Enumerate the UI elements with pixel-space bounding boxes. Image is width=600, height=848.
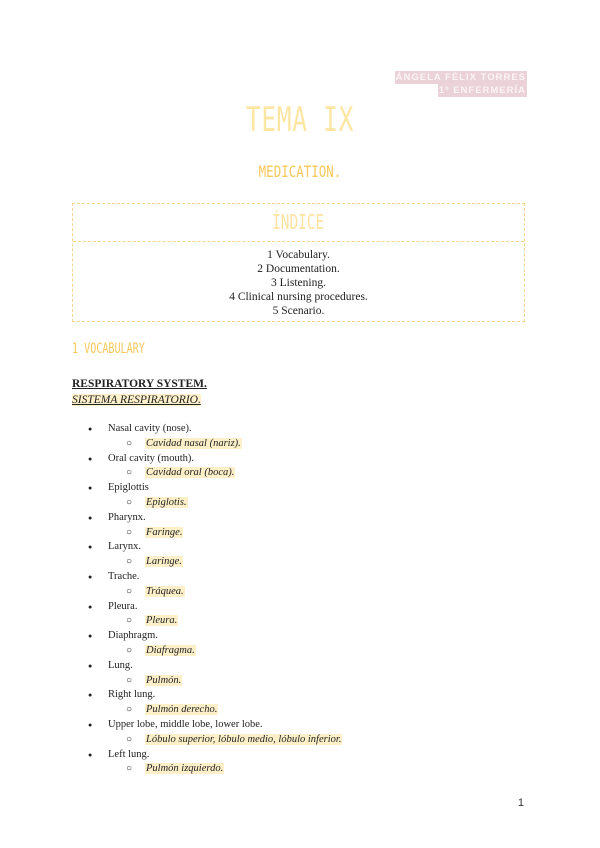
term-english: ● Epiglottis bbox=[88, 481, 342, 496]
index-box bbox=[72, 203, 525, 322]
term-spanish: ○ Pulmón. bbox=[88, 674, 342, 689]
page-number: 1 bbox=[517, 797, 524, 809]
term-english: ● Diaphragm. bbox=[88, 629, 342, 644]
term-english: ● Left lung. bbox=[88, 748, 342, 763]
term-english: ● Larynx. bbox=[88, 540, 342, 555]
topic-english: RESPIRATORY SYSTEM. bbox=[72, 378, 207, 390]
index-list bbox=[73, 242, 524, 318]
term-english: ● Oral cavity (mouth). bbox=[88, 452, 342, 467]
term-english: ● Lung. bbox=[88, 659, 342, 674]
list-item bbox=[88, 422, 342, 452]
term-spanish: ○ Lóbulo superior, lóbulo medio, lóbulo inferior. bbox=[88, 733, 342, 748]
author-block bbox=[395, 71, 527, 97]
index-item: 5 Scenario. bbox=[272, 305, 325, 317]
page-title: TEMA IX bbox=[245, 100, 355, 140]
term-spanish: ○ Tráquea. bbox=[88, 585, 342, 600]
term-spanish: ○ Cavidad oral (boca). bbox=[88, 466, 342, 481]
vocabulary-list bbox=[88, 422, 342, 777]
list-item bbox=[88, 629, 342, 659]
term-english: ● Right lung. bbox=[88, 688, 342, 703]
term-english: ● Pleura. bbox=[88, 600, 342, 615]
term-spanish: ○ Epiglotis. bbox=[88, 496, 342, 511]
list-item bbox=[88, 570, 342, 600]
index-heading: ÍNDICE bbox=[73, 204, 524, 242]
page-subtitle: MEDICATION. bbox=[258, 162, 342, 181]
term-spanish: ○ Pulmón izquierdo. bbox=[88, 762, 342, 777]
term-spanish: ○ Pulmón derecho. bbox=[88, 703, 342, 718]
term-spanish: ○ Faringe. bbox=[88, 526, 342, 541]
list-item bbox=[88, 452, 342, 482]
term-english: ● Trache. bbox=[88, 570, 342, 585]
list-item bbox=[88, 659, 342, 689]
list-item bbox=[88, 718, 342, 748]
term-english: ● Pharynx. bbox=[88, 511, 342, 526]
term-spanish: ○ Cavidad nasal (nariz). bbox=[88, 437, 342, 452]
index-item: 3 Listening. bbox=[271, 277, 326, 289]
term-spanish: ○ Diafragma. bbox=[88, 644, 342, 659]
author-course: 1º ENFERMERÍA bbox=[438, 85, 526, 96]
section-heading: 1 VOCABULARY bbox=[72, 341, 145, 357]
term-spanish: ○ Laringe. bbox=[88, 555, 342, 570]
topic-spanish: SISTEMA RESPIRATORIO. bbox=[72, 394, 201, 406]
index-item: 4 Clinical nursing procedures. bbox=[229, 291, 368, 303]
index-item: 2 Documentation. bbox=[257, 263, 340, 275]
term-spanish: ○ Pleura. bbox=[88, 614, 342, 629]
list-item bbox=[88, 688, 342, 718]
term-english: ● Upper lobe, middle lobe, lower lobe. bbox=[88, 718, 342, 733]
list-item bbox=[88, 600, 342, 630]
list-item bbox=[88, 748, 342, 778]
list-item bbox=[88, 540, 342, 570]
term-english: ● Nasal cavity (nose). bbox=[88, 422, 342, 437]
index-item: 1 Vocabulary. bbox=[267, 249, 330, 261]
list-item bbox=[88, 481, 342, 511]
list-item bbox=[88, 511, 342, 541]
author-name: ÁNGELA FÉLIX TORRES bbox=[395, 72, 526, 83]
